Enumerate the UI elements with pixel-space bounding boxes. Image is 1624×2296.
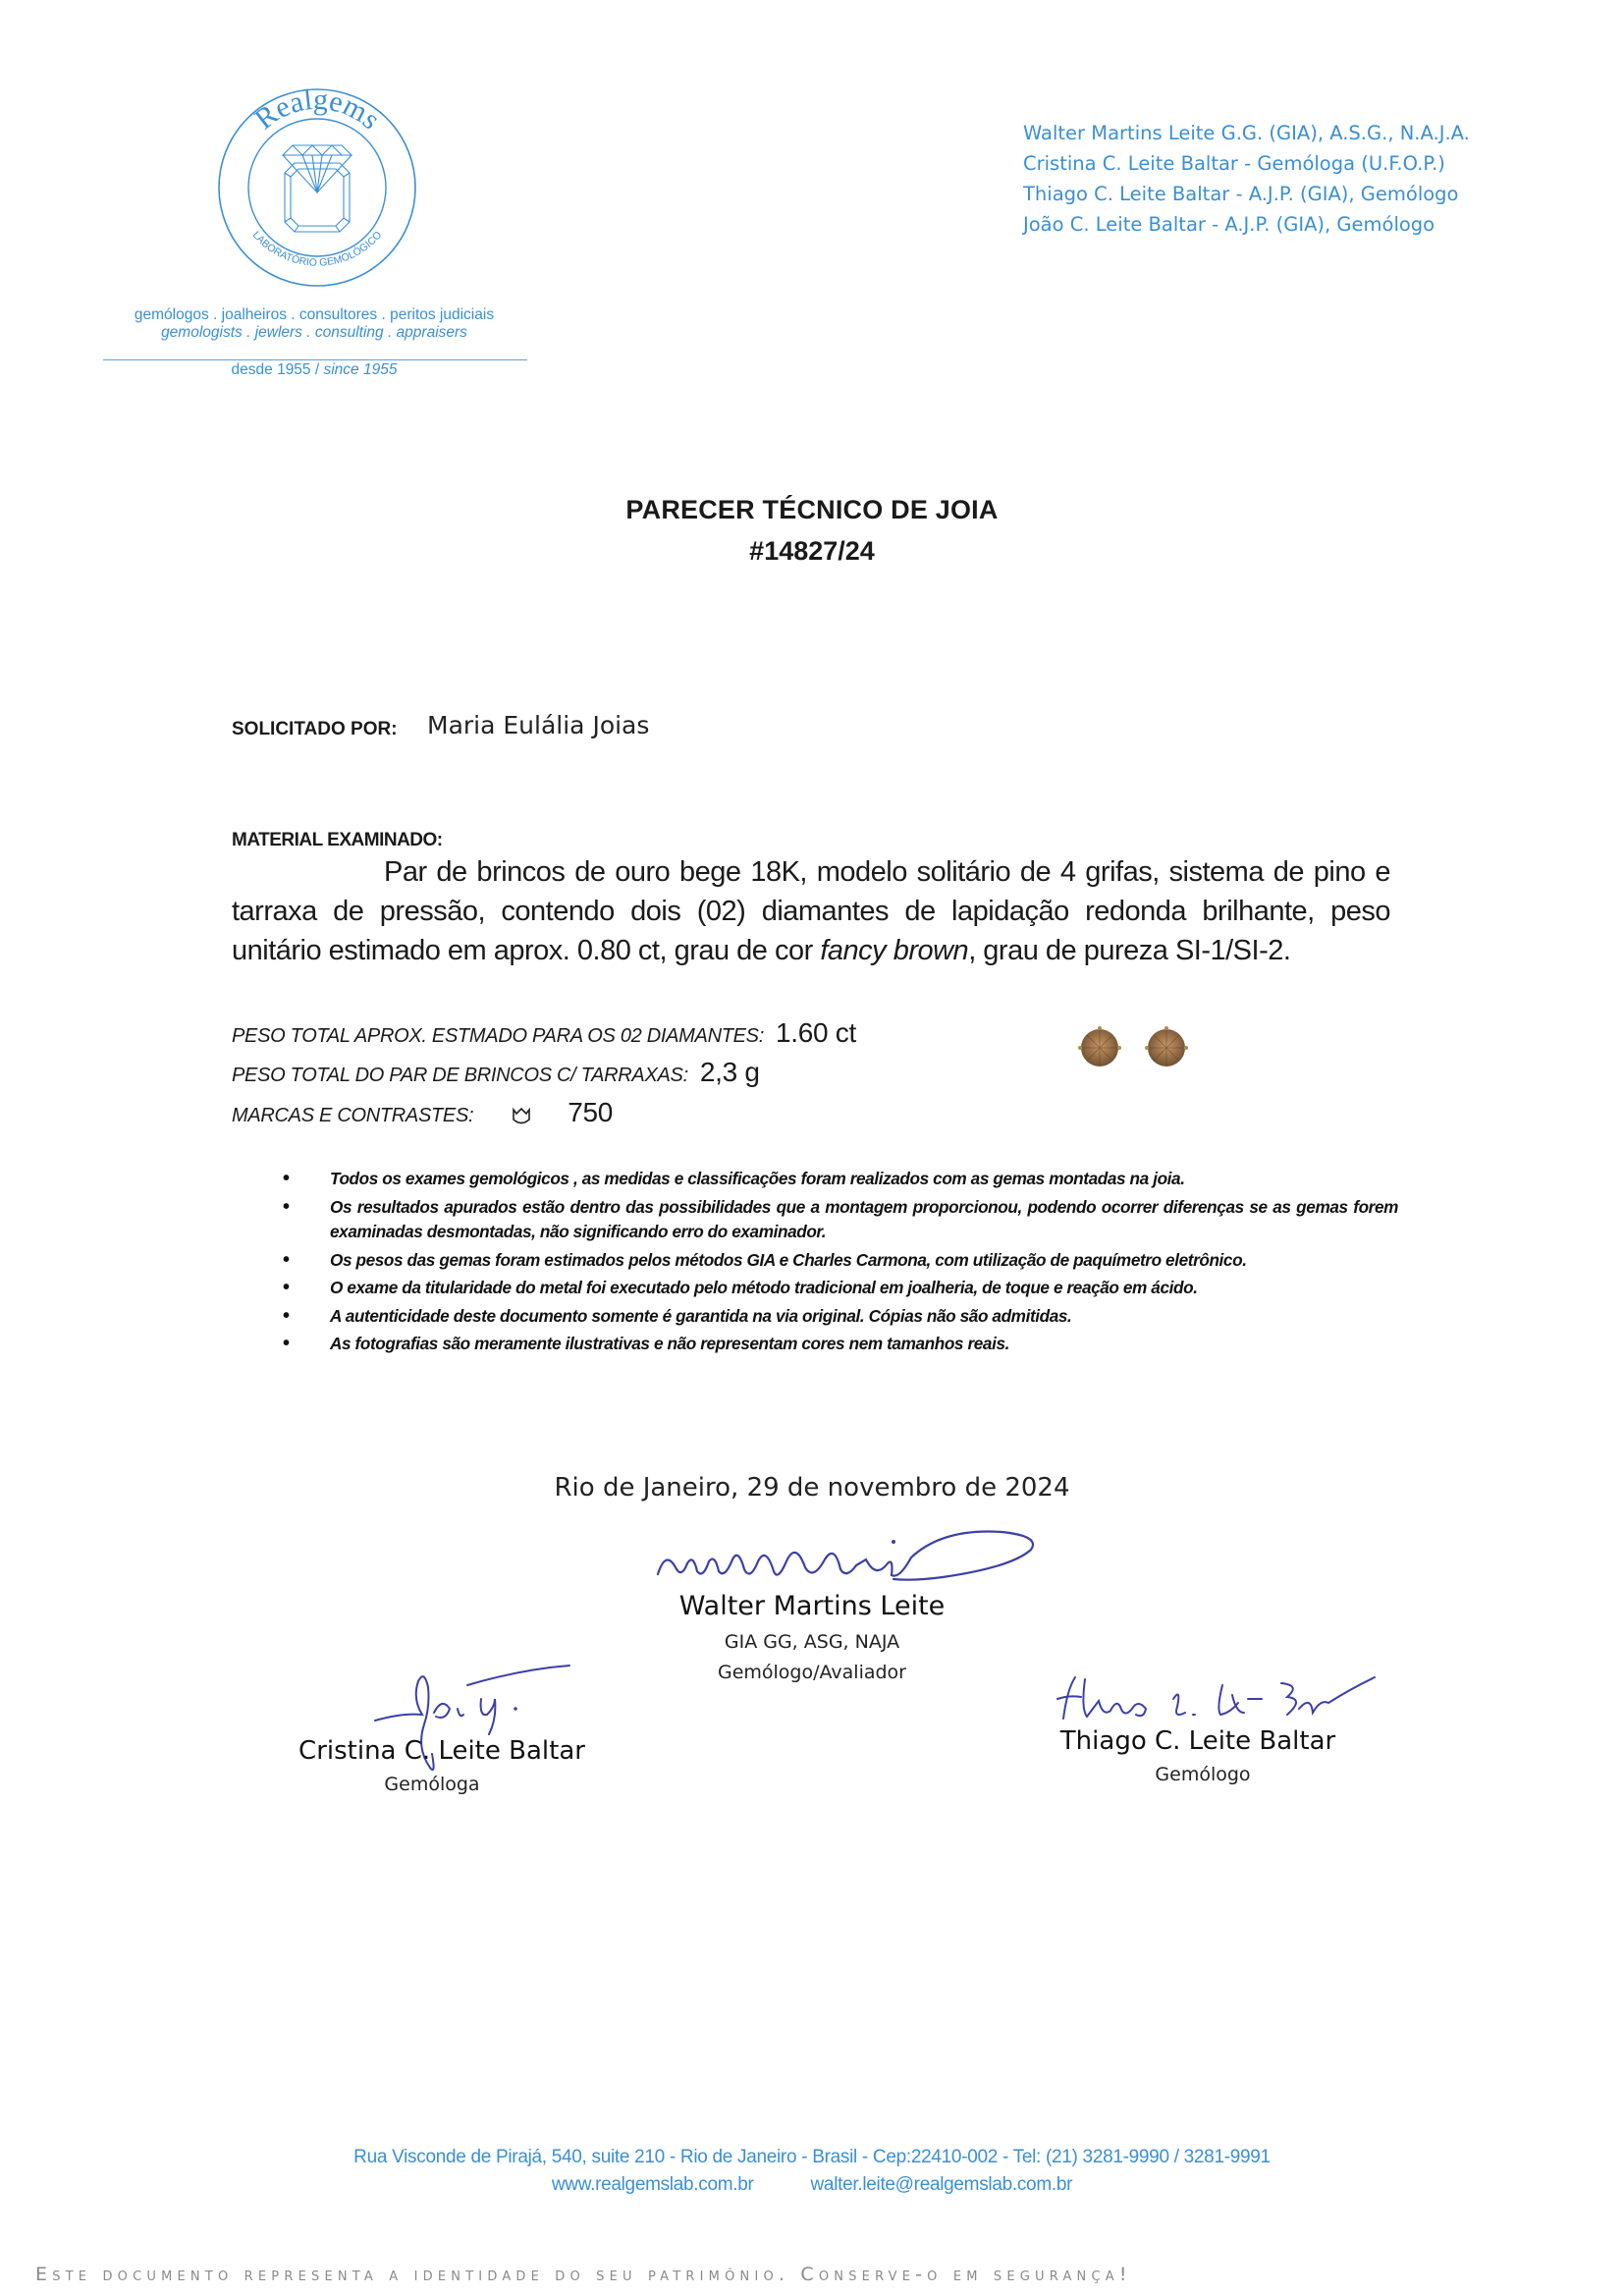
spec-value: 750 [568,1097,614,1127]
staff-line: Walter Martins Leite G.G. (GIA), A.S.G., N.A.J.A. [1023,122,1470,144]
logo-subtitle-text: LABORATÓRIO GEMOLÓGICO [249,229,385,269]
since-line [103,361,525,379]
tagline-en: gemologists . jewlers . consulting . appraisers [161,324,467,341]
footer-website-link[interactable]: www.realgemslab.com.br [551,2174,754,2195]
since-pt: desde 1955 / [231,361,320,378]
spec-label: PESO TOTAL DO PAR DE BRINCOS C/ TARRAXAS: [232,1065,688,1086]
signer-thiago-name: Thiago C. Leite Baltar [1059,1726,1336,1756]
note-item: • Todos os exames gemológicos , as medidas e classificações foram realizados com as gemas montadas na joia. [279,1167,1398,1192]
document-title: PARECER TÉCNICO DE JOIA [625,495,999,524]
spec-total-weight [232,1057,760,1088]
requested-by-label: SOLICITADO POR: [232,719,398,739]
signer-walter-credentials: GIA GG, ASG, NAJA [724,1631,900,1653]
signature-walter [648,1520,1051,1599]
material-label: MATERIAL EXAMINADO: [232,830,443,850]
requested-by-value: Maria Eulália Joias [427,711,650,739]
diamond-stud-left [1078,1026,1121,1066]
notes-list [279,1167,1398,1360]
logo-brand-text: Realgems [248,84,387,137]
footer-email-link[interactable]: walter.leite@realgemslab.com.br [810,2174,1073,2195]
signer-thiago-role: Gemólogo [1155,1764,1251,1785]
note-item: • Os pesos das gemas foram estimados pelos métodos GIA e Charles Carmona, com utilização de paquímetro eletrônico. [279,1248,1398,1274]
signature-thiago [1056,1669,1380,1728]
document-date: Rio de Janeiro, 29 de novembro de 2024 [554,1473,1070,1503]
spec-hallmarks [232,1097,613,1128]
staff-line: Thiago C. Leite Baltar - A.J.P. (GIA), Gemólogo [1023,183,1459,205]
signer-cristina-name: Cristina C. Leite Baltar [298,1736,585,1766]
material-color-grade: fancy brown [820,935,969,966]
spec-value: 2,3 g [699,1057,760,1087]
note-item: • Os resultados apurados estão dentro das possibilidades que a montagem proporcionou, podendo ocorrer diferenças se as gemas forem examinadas desmontadas, não significando erro do examinador. [279,1195,1398,1245]
document-number: #14827/24 [749,536,875,566]
footer-address: Rua Visconde de Pirajá, 540, suite 210 - Rio de Janeiro - Brasil - Cep:22410-002 - Tel: (21) 3281-9990 / 3281-9991 [353,2147,1271,2167]
crown-hallmark-icon [511,1107,532,1126]
tagline-pt: gemólogos . joalheiros . consultores . peritos judiciais [134,306,495,323]
note-item: • A autenticidade deste documento somente é garantida na via original. Cópias não são admitidas. [279,1304,1398,1330]
material-description [232,852,1390,970]
signer-cristina-role: Gemóloga [384,1774,480,1795]
staff-line: Cristina C. Leite Baltar - Gemóloga (U.F.O.P.) [1023,152,1445,175]
footer-banner: Este documento representa a identidade do seu patrimônio. Conserve-o em segurança! [35,2264,1132,2285]
realgems-logo [214,84,420,291]
signer-walter-role: Gemólogo/Avaliador [717,1662,906,1683]
diamond-stud-right [1145,1026,1188,1066]
note-item: • As fotografias são meramente ilustrativas e não representam cores nem tamanhos reais. [279,1332,1398,1357]
material-text-1: Par de brincos de ouro bege 18K, modelo solitário de 4 grifas, sistema de pino e tarraxa de pressão, contendo dois (02) diamantes de lapidação redonda brilhante, peso unitário estimado em aprox. 0.80 ct, grau de cor [232,856,1390,966]
note-item: • O exame da titularidade do metal foi executado pelo método tradicional em joalheria, de toque e reação em ácido. [279,1276,1398,1301]
spec-label: MARCAS E CONTRASTES: [232,1105,474,1126]
since-en: since 1955 [323,361,398,378]
staff-list [1023,118,1470,240]
earrings-photo [1072,1023,1210,1072]
diamond-emerald-icon [283,145,352,232]
spec-value: 1.60 ct [775,1017,856,1048]
footer-contacts [0,2174,1624,2196]
staff-line: João C. Leite Baltar - A.J.P. (GIA), Gemólogo [1023,213,1435,236]
spec-diamond-weight [232,1017,856,1049]
signer-walter-name: Walter Martins Leite [678,1591,946,1621]
header-divider [103,359,527,360]
material-text-2: , grau de pureza SI-1/SI-2. [968,935,1291,966]
spec-label: PESO TOTAL APROX. ESTMADO PARA OS 02 DIAMANTES: [232,1025,764,1047]
